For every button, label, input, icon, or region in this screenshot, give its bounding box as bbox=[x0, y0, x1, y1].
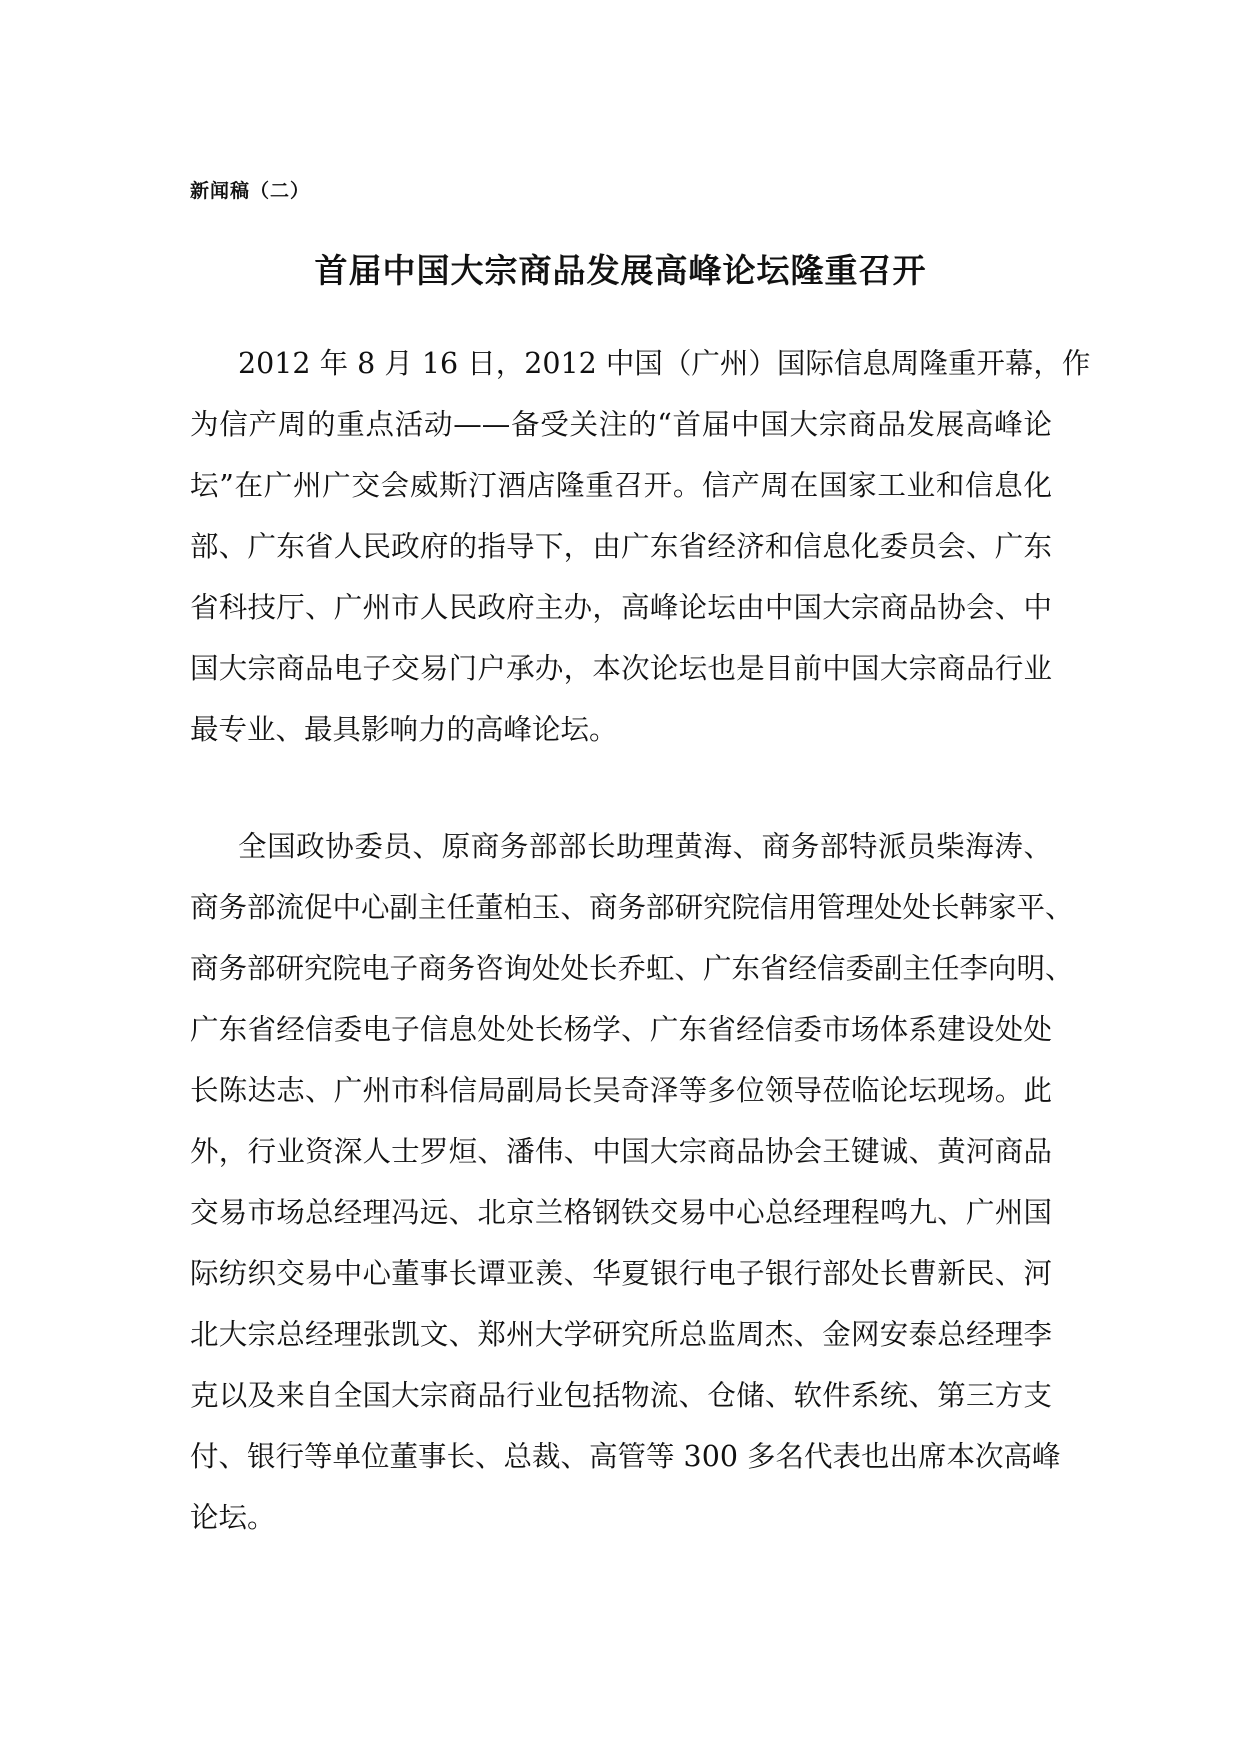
paragraph-line: 克以及来自全国大宗商品行业包括物流、仓储、软件系统、第三方支 bbox=[190, 1379, 1052, 1412]
paragraph-line: 长陈达志、广州市科信局副局长吴奇泽等多位领导莅临论坛现场。此 bbox=[190, 1074, 1052, 1107]
paragraph-line: 部、广东省人民政府的指导下，由广东省经济和信息化委员会、广东 bbox=[190, 530, 1052, 563]
paragraph-line: 国大宗商品电子交易门户承办，本次论坛也是目前中国大宗商品行业 bbox=[190, 652, 1052, 685]
paragraph-line: 最专业、最具影响力的高峰论坛。 bbox=[190, 713, 618, 746]
paragraph-line: 外，行业资深人士罗烜、潘伟、中国大宗商品协会王键诚、黄河商品 bbox=[190, 1135, 1052, 1168]
paragraph-line: 坛”在广州广交会威斯汀酒店隆重召开。信产周在国家工业和信息化 bbox=[190, 469, 1052, 502]
paragraph-line: 际纺织交易中心董事长谭亚羡、华夏银行电子银行部处长曹新民、河 bbox=[190, 1257, 1052, 1290]
paragraph-line: 为信产周的重点活动——备受关注的“首届中国大宗商品发展高峰论 bbox=[190, 408, 1052, 441]
paragraph-line: 省科技厅、广州市人民政府主办，高峰论坛由中国大宗商品协会、中 bbox=[190, 591, 1052, 624]
press-release-label: 新闻稿（二） bbox=[190, 180, 311, 202]
paragraph-line: 商务部流促中心副主任董柏玉、商务部研究院信用管理处处长韩家平、 bbox=[190, 891, 1074, 924]
paragraph-line: 交易市场总经理冯远、北京兰格钢铁交易中心总经理程鸣九、广州国 bbox=[190, 1196, 1052, 1229]
paragraph-line: 付、银行等单位董事长、总裁、高管等 300 多名代表也出席本次高峰 bbox=[190, 1440, 1061, 1473]
paragraph-line: 商务部研究院电子商务咨询处处长乔虹、广东省经信委副主任李向明、 bbox=[190, 952, 1074, 985]
paragraph-opening bbox=[190, 333, 1091, 760]
paragraph-line: 论坛。 bbox=[190, 1501, 276, 1534]
paragraph-line: 2012 年 8 月 16 日，2012 中国（广州）国际信息周隆重开幕，作 bbox=[238, 347, 1091, 380]
paragraph-line: 全国政协委员、原商务部部长助理黄海、商务部特派员柴海涛、 bbox=[238, 830, 1052, 863]
paragraph-attendees bbox=[190, 816, 1074, 1548]
paragraph-line: 北大宗总经理张凯文、郑州大学研究所总监周杰、金网安泰总经理李 bbox=[190, 1318, 1052, 1351]
article-title: 首届中国大宗商品发展高峰论坛隆重召开 bbox=[314, 251, 927, 290]
paragraph-line: 广东省经信委电子信息处处长杨学、广东省经信委市场体系建设处处 bbox=[190, 1013, 1052, 1046]
